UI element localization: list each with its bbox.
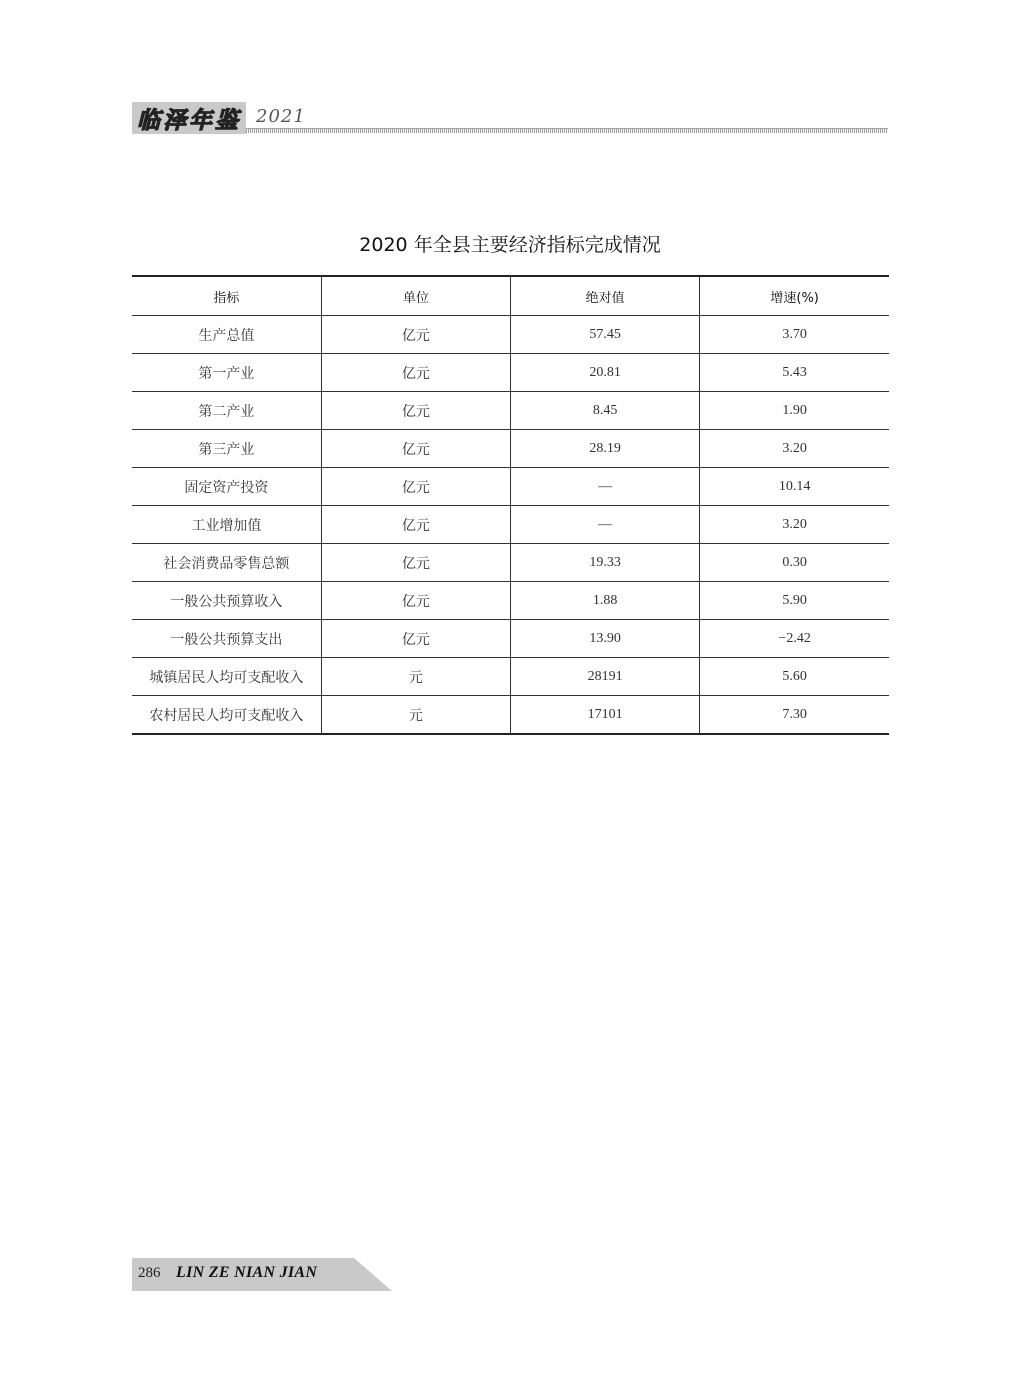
indicator-cell: 农村居民人均可支配收入 bbox=[132, 696, 321, 735]
indicator-cell: 第一产业 bbox=[132, 354, 321, 392]
economic-indicators-table bbox=[132, 275, 889, 735]
page-number: 286 bbox=[138, 1265, 161, 1281]
yearbook-logo bbox=[132, 102, 246, 134]
table-row bbox=[132, 696, 889, 735]
absolute-value-cell: 8.45 bbox=[511, 392, 700, 430]
indicator-cell: 工业增加值 bbox=[132, 506, 321, 544]
absolute-value-cell: 28.19 bbox=[511, 430, 700, 468]
unit-cell: 亿元 bbox=[321, 506, 510, 544]
yearbook-logo-text: 临泽年鉴 bbox=[137, 106, 241, 134]
indicator-cell: 生产总值 bbox=[132, 316, 321, 354]
table-header-row bbox=[132, 276, 889, 316]
table-row bbox=[132, 582, 889, 620]
unit-cell: 元 bbox=[321, 696, 510, 735]
indicator-cell: 一般公共预算支出 bbox=[132, 620, 321, 658]
absolute-value-cell: — bbox=[511, 468, 700, 506]
absolute-value-cell: 28191 bbox=[511, 658, 700, 696]
table-row bbox=[132, 430, 889, 468]
growth-rate-cell: −2.42 bbox=[700, 620, 889, 658]
growth-rate-cell: 5.43 bbox=[700, 354, 889, 392]
table-title: 2020 年全县主要经济指标完成情况 bbox=[359, 234, 661, 256]
footer-book-title: LIN ZE NIAN JIAN bbox=[176, 1264, 318, 1281]
growth-rate-cell: 7.30 bbox=[700, 696, 889, 735]
growth-rate-cell: 5.90 bbox=[700, 582, 889, 620]
absolute-value-cell: 57.45 bbox=[511, 316, 700, 354]
unit-cell: 亿元 bbox=[321, 620, 510, 658]
absolute-value-cell: 20.81 bbox=[511, 354, 700, 392]
header-dotted-rule bbox=[246, 128, 888, 133]
absolute-value-cell: 17101 bbox=[511, 696, 700, 735]
unit-cell: 亿元 bbox=[321, 582, 510, 620]
column-header-absolute-value: 绝对值 bbox=[511, 276, 700, 316]
table-row bbox=[132, 506, 889, 544]
table-row bbox=[132, 620, 889, 658]
growth-rate-cell: 3.20 bbox=[700, 430, 889, 468]
growth-rate-cell: 3.20 bbox=[700, 506, 889, 544]
indicator-cell: 一般公共预算收入 bbox=[132, 582, 321, 620]
indicator-cell: 第三产业 bbox=[132, 430, 321, 468]
table-row bbox=[132, 544, 889, 582]
growth-rate-cell: 0.30 bbox=[700, 544, 889, 582]
unit-cell: 亿元 bbox=[321, 468, 510, 506]
unit-cell: 元 bbox=[321, 658, 510, 696]
growth-rate-cell: 5.60 bbox=[700, 658, 889, 696]
unit-cell: 亿元 bbox=[321, 430, 510, 468]
indicator-cell: 第二产业 bbox=[132, 392, 321, 430]
absolute-value-cell: 19.33 bbox=[511, 544, 700, 582]
column-header-indicator: 指标 bbox=[213, 290, 240, 306]
growth-rate-cell: 1.90 bbox=[700, 392, 889, 430]
unit-cell: 亿元 bbox=[321, 392, 510, 430]
unit-cell: 亿元 bbox=[321, 316, 510, 354]
column-header-growth-rate: 增速(%) bbox=[700, 276, 889, 316]
growth-rate-cell: 10.14 bbox=[700, 468, 889, 506]
table-row bbox=[132, 392, 889, 430]
indicator-cell: 城镇居民人均可支配收入 bbox=[132, 658, 321, 696]
table-row bbox=[132, 316, 889, 354]
table-row bbox=[132, 468, 889, 506]
column-header-unit: 单位 bbox=[321, 276, 510, 316]
unit-cell: 亿元 bbox=[321, 354, 510, 392]
table-row bbox=[132, 354, 889, 392]
absolute-value-cell: — bbox=[511, 506, 700, 544]
growth-rate-cell: 3.70 bbox=[700, 316, 889, 354]
indicator-cell: 社会消费品零售总额 bbox=[132, 544, 321, 582]
header-year: 2021 bbox=[256, 106, 306, 127]
unit-cell: 亿元 bbox=[321, 544, 510, 582]
running-header bbox=[132, 102, 888, 134]
absolute-value-cell: 1.88 bbox=[511, 582, 700, 620]
table-row bbox=[132, 658, 889, 696]
absolute-value-cell: 13.90 bbox=[511, 620, 700, 658]
indicator-cell: 固定资产投资 bbox=[132, 468, 321, 506]
page-footer bbox=[132, 1258, 392, 1291]
